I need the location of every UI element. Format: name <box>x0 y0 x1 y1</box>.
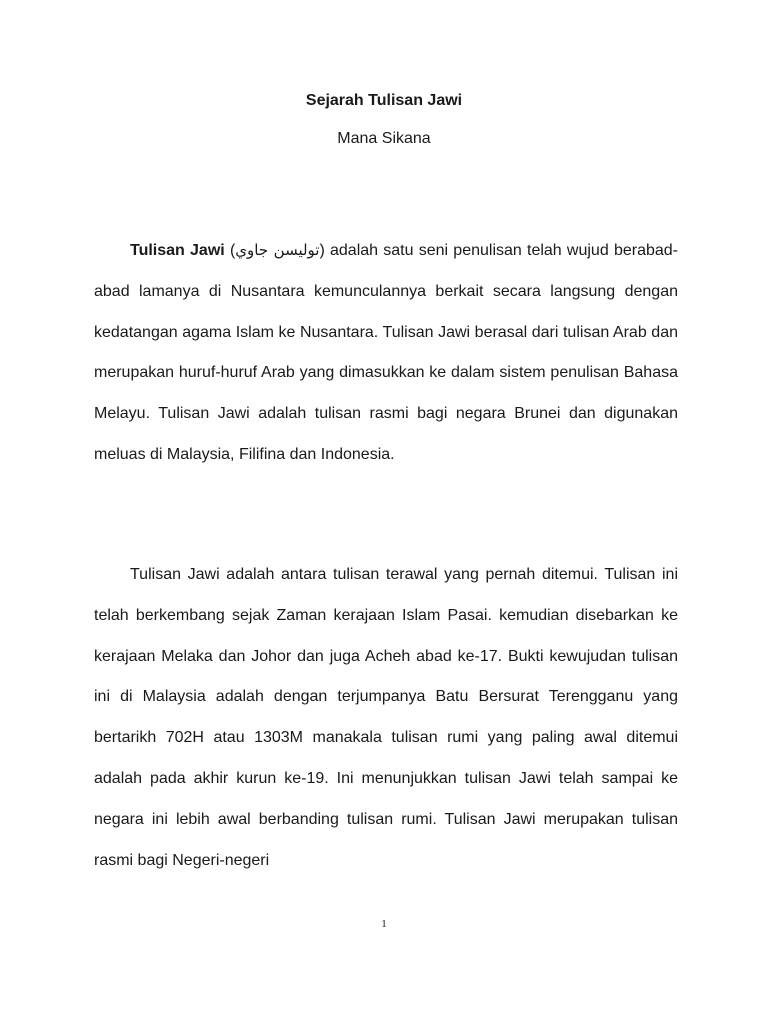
document-title: Sejarah Tulisan Jawi <box>305 92 463 109</box>
document-author: Mana Sikana <box>337 130 431 147</box>
paragraph-1-body: adalah satu seni penulisan telah wujud berabad-abad lamanya di Nusantara kemunculannya berkait secara langsung dengan kedatangan agama Islam ke Nusantara. Tulisan Jawi berasal dari tulisan Arab dan merupakan huruf-huruf Arab yang dimasukkan ke dalam sistem penulisan Bahasa Melayu. Tulisan Jawi adalah tulisan rasmi bagi negara Brunei dan digunakan meluas di Malaysia, Filifina dan Indonesia. <box>94 242 678 463</box>
page-number: 1 <box>381 918 387 930</box>
close-parenthesis: ) <box>319 242 325 259</box>
open-parenthesis: ( <box>224 242 236 259</box>
term-tulisan-jawi: Tulisan Jawi <box>130 242 225 259</box>
paragraph-2: Tulisan Jawi adalah antara tulisan terawal yang pernah ditemui. Tulisan ini telah berkembang sejak Zaman kerajaan Islam Pasai. kemudian disebarkan ke kerajaan Melaka dan Johor dan juga Acheh abad ke-17. Bukti kewujudan tulisan ini di Malaysia adalah dengan terjumpanya Batu Bersurat Terengganu yang bertarikh 702H atau 1303M manakala tulisan rumi yang paling awal ditemui adalah pada akhir kurun ke-19. Ini menunjukkan tulisan Jawi telah sampai ke negara ini lebih awal berbanding tulisan rumi. Tulisan Jawi merupakan tulisan rasmi bagi Negeri-negeri <box>94 566 678 869</box>
jawi-script-text: توليسن جاوي <box>235 241 320 259</box>
paragraph-1 <box>94 230 678 476</box>
